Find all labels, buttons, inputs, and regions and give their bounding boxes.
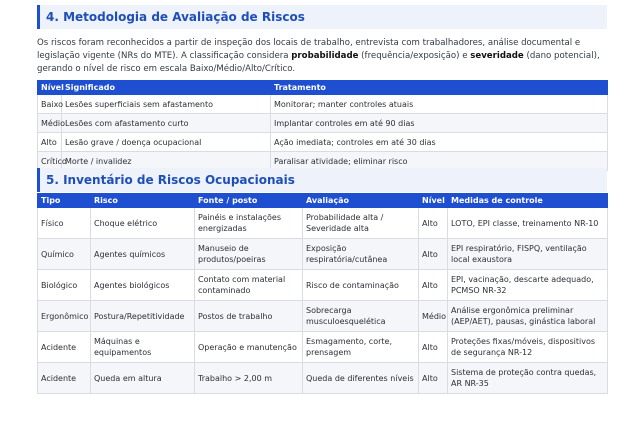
cell-nivel: Alto	[419, 239, 448, 270]
header-avaliacao: Avaliação	[303, 194, 419, 208]
cell-nivel: Alto	[419, 363, 448, 394]
cell-risco: Agentes químicos	[91, 239, 195, 270]
header-nivel: Nível	[419, 194, 448, 208]
header-medidas: Medidas de controle	[448, 194, 608, 208]
cell-medidas: Sistema de proteção contra quedas, AR NR-35	[448, 363, 608, 394]
cell-avaliacao: Queda de diferentes níveis	[303, 363, 419, 394]
cell-fonte: Postos de trabalho	[195, 301, 303, 332]
cell-fonte: Trabalho > 2,00 m	[195, 363, 303, 394]
cell-avaliacao: Esmagamento, corte, prensagem	[303, 332, 419, 363]
paragraph-bold-probabilidade: probabilidade	[291, 51, 359, 61]
cell-fonte: Operação e manutenção	[195, 332, 303, 363]
cell-avaliacao: Sobrecarga musculoesquelética	[303, 301, 419, 332]
cell-risco: Máquinas e equipamentos	[91, 332, 195, 363]
table-header-row	[38, 194, 608, 208]
cell-avaliacao: Probabilidade alta / Severidade alta	[303, 208, 419, 239]
cell-nivel: Alto	[419, 208, 448, 239]
section-5-heading: 5. Inventário de Riscos Ocupacionais	[37, 168, 607, 192]
table-row	[38, 95, 608, 114]
table-row	[38, 301, 608, 332]
cell-avaliacao: Risco de contaminação	[303, 270, 419, 301]
cell-fonte: Manuseio de produtos/poeiras	[195, 239, 303, 270]
cell-medidas: EPI, vacinação, descarte adequado, PCMSO NR-32	[448, 270, 608, 301]
risk-inventory-table	[37, 193, 608, 394]
cell-risco: Postura/Repetitividade	[91, 301, 195, 332]
cell-fonte: Painéis e instalações energizadas	[195, 208, 303, 239]
cell-nivel: Alto	[38, 133, 62, 152]
cell-tipo: Acidente	[38, 363, 91, 394]
cell-tipo: Químico	[38, 239, 91, 270]
cell-tratamento: Implantar controles em até 90 dias	[271, 114, 608, 133]
cell-significado: Lesões superficiais sem afastamento	[62, 95, 271, 114]
table-row	[38, 239, 608, 270]
cell-fonte: Contato com material contaminado	[195, 270, 303, 301]
table-row	[38, 363, 608, 394]
cell-risco: Queda em altura	[91, 363, 195, 394]
cell-tratamento: Ação imediata; controles em até 30 dias	[271, 133, 608, 152]
header-tipo: Tipo	[38, 194, 91, 208]
cell-tratamento: Monitorar; manter controles atuais	[271, 95, 608, 114]
paragraph-text-1: Os riscos foram reconhecidos a partir de inspeção dos locais de trabalho, entrevista com trabalhadores, análise documental e legislação vigente (NRs do MTE). A classificação considera	[37, 38, 581, 61]
cell-tipo: Biológico	[38, 270, 91, 301]
header-significado: Significado	[62, 81, 271, 95]
paragraph-text-2: (frequência/exposição) e	[358, 51, 471, 61]
methodology-paragraph	[37, 37, 609, 76]
table-row	[38, 208, 608, 239]
paragraph-text-3: (dano potencial), gerando o nível de risco em escala Baixo/Médio/Alto/Crítico.	[37, 51, 600, 74]
cell-significado: Lesão grave / doença ocupacional	[62, 133, 271, 152]
header-nivel: Nível	[38, 81, 62, 95]
cell-tipo: Ergonômico	[38, 301, 91, 332]
cell-significado: Morte / invalidez	[62, 152, 271, 171]
cell-nivel: Baixo	[38, 95, 62, 114]
cell-medidas: Análise ergonômica preliminar (AEP/AET), pausas, ginástica laboral	[448, 301, 608, 332]
table-row	[38, 133, 608, 152]
cell-medidas: Proteções fixas/móveis, dispositivos de segurança NR-12	[448, 332, 608, 363]
cell-risco: Agentes biológicos	[91, 270, 195, 301]
section-4-heading: 4. Metodologia de Avaliação de Riscos	[37, 5, 607, 29]
header-tratamento: Tratamento	[271, 81, 608, 95]
table-row	[38, 332, 608, 363]
cell-tratamento: Paralisar atividade; eliminar risco	[271, 152, 608, 171]
table-row	[38, 114, 608, 133]
cell-nivel: Alto	[419, 270, 448, 301]
cell-medidas: EPI respiratório, FISPQ, ventilação local exaustora	[448, 239, 608, 270]
cell-nivel: Crítico	[38, 152, 62, 171]
cell-nivel: Médio	[38, 114, 62, 133]
table-header-row	[38, 81, 608, 95]
cell-risco: Choque elétrico	[91, 208, 195, 239]
cell-nivel: Médio	[419, 301, 448, 332]
cell-nivel: Alto	[419, 332, 448, 363]
table-row	[38, 270, 608, 301]
cell-avaliacao: Exposição respiratória/cutânea	[303, 239, 419, 270]
cell-medidas: LOTO, EPI classe, treinamento NR-10	[448, 208, 608, 239]
cell-significado: Lesões com afastamento curto	[62, 114, 271, 133]
cell-tipo: Acidente	[38, 332, 91, 363]
paragraph-bold-severidade: severidade	[470, 51, 524, 61]
risk-level-table	[37, 80, 608, 171]
cell-tipo: Físico	[38, 208, 91, 239]
header-fonte-posto: Fonte / posto	[195, 194, 303, 208]
header-risco: Risco	[91, 194, 195, 208]
